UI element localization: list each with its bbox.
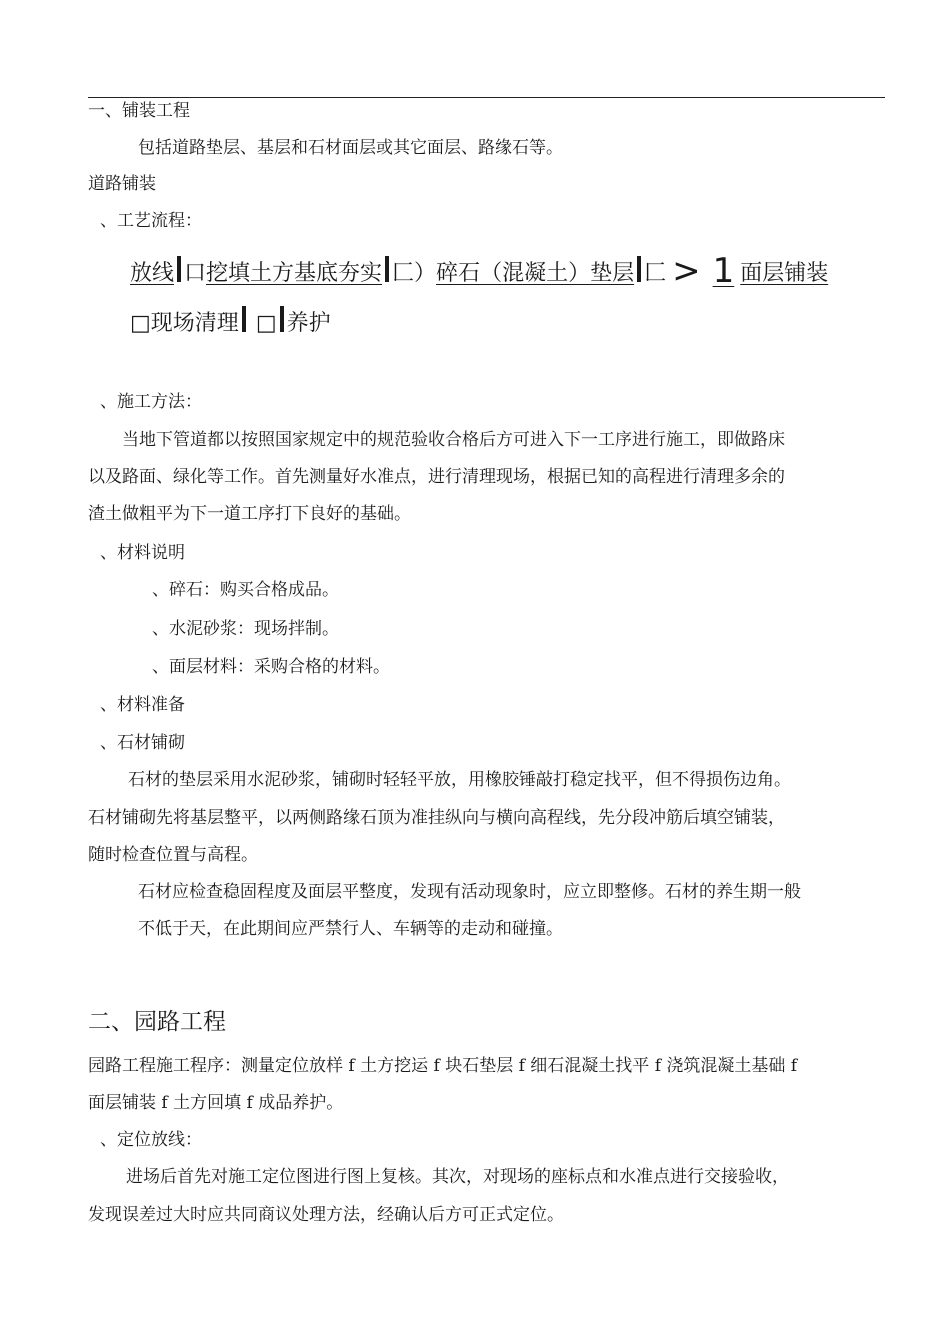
process-flow-row1 [130, 251, 829, 291]
flow-divider-bar [637, 256, 641, 282]
material-item: 、水泥砂浆：现场拌制。 [152, 619, 339, 639]
locate-heading: 、定位放线： [100, 1130, 202, 1150]
flow-divider-bar [280, 306, 284, 332]
method-paragraph-line3: 渣土做粗平为下一道工序打下良好的基础。 [88, 504, 411, 524]
flow-divider-bar [177, 256, 181, 282]
stone-paragraph-line1: 石材的垫层采用水泥砂浆，铺砌时轻轻平放，用橡胶锤敲打稳定找平，但不得损伤边角。 [128, 770, 791, 790]
flow-one: 1 [712, 251, 735, 291]
section2-title: 二、园路工程 [88, 1009, 226, 1035]
flow-step-cushion: 碎石（混凝土）垫层 [436, 261, 635, 286]
flow-step-cleanup: 现场清理 [150, 311, 239, 336]
process-heading: 、工艺流程： [100, 211, 202, 231]
method-heading: 、施工方法： [100, 392, 202, 412]
section1-subtitle: 道路铺装 [88, 174, 156, 194]
header-rule [88, 97, 885, 98]
flow-divider-bar [242, 306, 246, 332]
stone-paragraph-line5: 不低于天，在此期间应严禁行人、车辆等的走动和碰撞。 [138, 919, 563, 939]
flow-step-surface: 面层铺装 [740, 261, 829, 286]
section1-intro: 包括道路垫层、基层和石材面层或其它面层、路缘石等。 [138, 138, 563, 158]
locate-paragraph-line1: 进场后首先对施工定位图进行图上复核。其次，对现场的座标点和水准点进行交接验收， [126, 1167, 789, 1187]
sequence-line2: 面层铺装 f 土方回填 f 成品养护。 [88, 1093, 344, 1113]
material-item: 、碎石：购买合格成品。 [152, 580, 339, 600]
flow-greater-than: > [672, 251, 701, 291]
flow-arrow: 口 [184, 261, 207, 286]
flow-step-excavation: 挖填土方基底夯实 [206, 261, 383, 286]
stone-paragraph-line4: 石材应检查稳固程度及面层平整度，发现有活动现象时，应立即整修。石材的养生期一般 [138, 882, 801, 902]
stone-heading: 、石材铺砌 [100, 733, 185, 753]
method-paragraph-line1: 当地下管道都以按照国家规定中的规范验收合格后方可进入下一工序进行施工，即做路床 [122, 430, 785, 450]
flow-arrow: □ [130, 311, 151, 336]
material-heading: 、材料说明 [100, 543, 185, 563]
flow-divider-bar [385, 256, 389, 282]
stone-paragraph-line2: 石材铺砌先将基层整平，以两侧路缘石顶为准挂纵向与横向高程线，先分段冲筋后填空铺装， [88, 808, 785, 828]
material-item: 、面层材料：采购合格的材料。 [152, 657, 390, 677]
flow-step-layout: 放线 [130, 261, 175, 286]
process-flow-row2 [130, 306, 331, 339]
locate-paragraph-line2: 发现误差过大时应共同商议处理方法，经确认后方可正式定位。 [88, 1205, 564, 1225]
flow-arrow: 匚 [644, 261, 667, 286]
flow-step-curing: 养护 [286, 311, 331, 336]
prep-heading: 、材料准备 [100, 695, 185, 715]
stone-paragraph-line3: 随时检查位置与高程。 [88, 845, 258, 865]
sequence-line1: 园路工程施工程序：测量定位放样 f 土方挖运 f 块石垫层 f 细石混凝土找平 f 浇筑混凝土基础 f [88, 1056, 798, 1076]
section1-title: 一、铺装工程 [88, 101, 190, 121]
flow-arrow: 匚） [392, 261, 437, 286]
flow-arrow: □ [255, 311, 277, 336]
method-paragraph-line2: 以及路面、绿化等工作。首先测量好水准点，进行清理现场，根据已知的高程进行清理多余的 [88, 467, 785, 487]
